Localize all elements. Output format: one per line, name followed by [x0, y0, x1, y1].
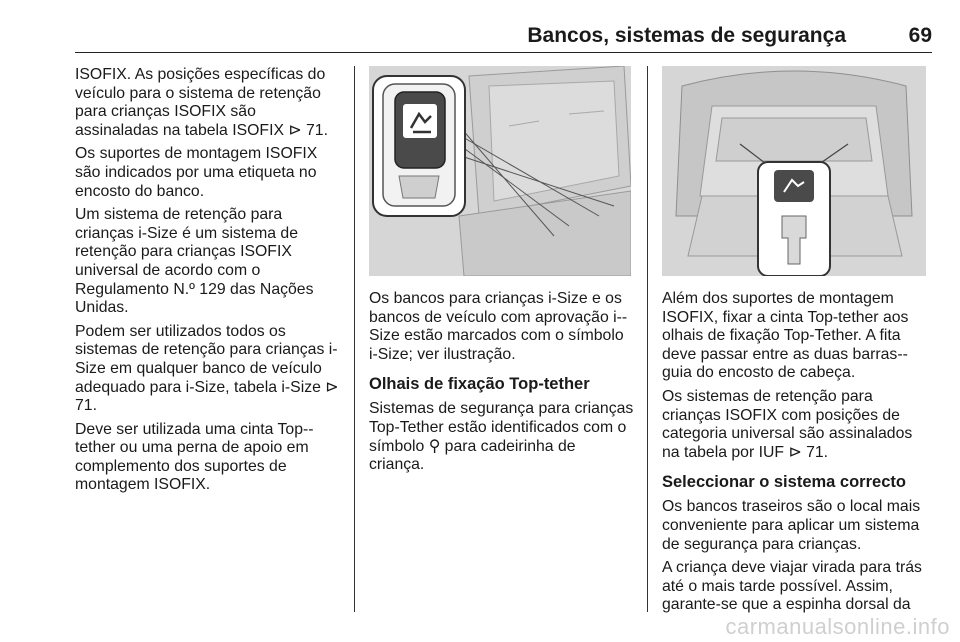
paragraph: Além dos suportes de montagem ISOFIX, fixar a cinta Top-tether aos olhais de fixação Top-Tether. A fita deve passar entre as duas barras--guia do encosto de cabeça.: [662, 290, 909, 382]
paragraph: ISOFIX. As posições específicas do veículo para o sistema de retenção para crianças ISOFIX são assinaladas na tabela ISOFIX ⊳ 71.: [75, 66, 328, 139]
column-2: [369, 290, 635, 480]
seat-illustration-svg: [369, 66, 631, 276]
trunk-illustration-svg: [662, 66, 926, 276]
page-number: 69: [908, 24, 932, 47]
watermark: carmanualsonline.info: [725, 614, 950, 639]
section-title: Bancos, sistemas de segurança: [527, 24, 846, 47]
paragraph: Sistemas de segurança para crianças Top-Tether estão identificados com o símbolo ⚲ para cadeirinha de criança.: [369, 400, 634, 474]
paragraph: Deve ser utilizada uma cinta Top--tether ou uma perna de apoio em complemento dos suportes de montagem ISOFIX.: [75, 420, 314, 494]
paragraph: Os suportes de montagem ISOFIX são indicados por uma etiqueta no encosto do banco.: [75, 145, 318, 200]
paragraph: Os bancos traseiros são o local mais conveniente para aplicar um sistema de segurança para crianças.: [662, 498, 921, 553]
paragraph: A criança deve viajar virada para trás até o mais tarde possível. Assim, garante-se que a espinha dorsal da: [662, 559, 922, 614]
paragraph: Os bancos para crianças i-Size e os bancos de veículo com aprovação i--Size estão marcados com o símbolo i-Size; ver ilustração.: [369, 290, 628, 363]
paragraph: Os sistemas de retenção para crianças ISOFIX com posições de categoria universal são assinalados na tabela por IUF ⊳ 71.: [662, 387, 913, 461]
column-3: [662, 290, 928, 620]
i-size-seat-illustration: [369, 66, 631, 276]
section-heading: Olhais de fixação Top-tether: [369, 375, 590, 394]
column-divider-right: [647, 66, 648, 612]
column-1: [75, 66, 340, 500]
header-rule: [75, 52, 932, 53]
column-divider-left: [354, 66, 355, 612]
paragraph: Podem ser utilizados todos os sistemas de retenção para crianças i-Size em qualquer banco de veículo adequado para i-Size, tabela i-Size ⊳ 71.: [75, 322, 339, 415]
section-heading: Seleccionar o sistema correcto: [662, 473, 906, 492]
paragraph: Um sistema de retenção para crianças i-Size é um sistema de retenção para crianças ISOFIX universal de acordo com o Regulamento N.º 129 das Nações Unidas.: [75, 206, 314, 317]
page-header: [75, 0, 932, 48]
top-tether-trunk-illustration: [662, 66, 926, 276]
